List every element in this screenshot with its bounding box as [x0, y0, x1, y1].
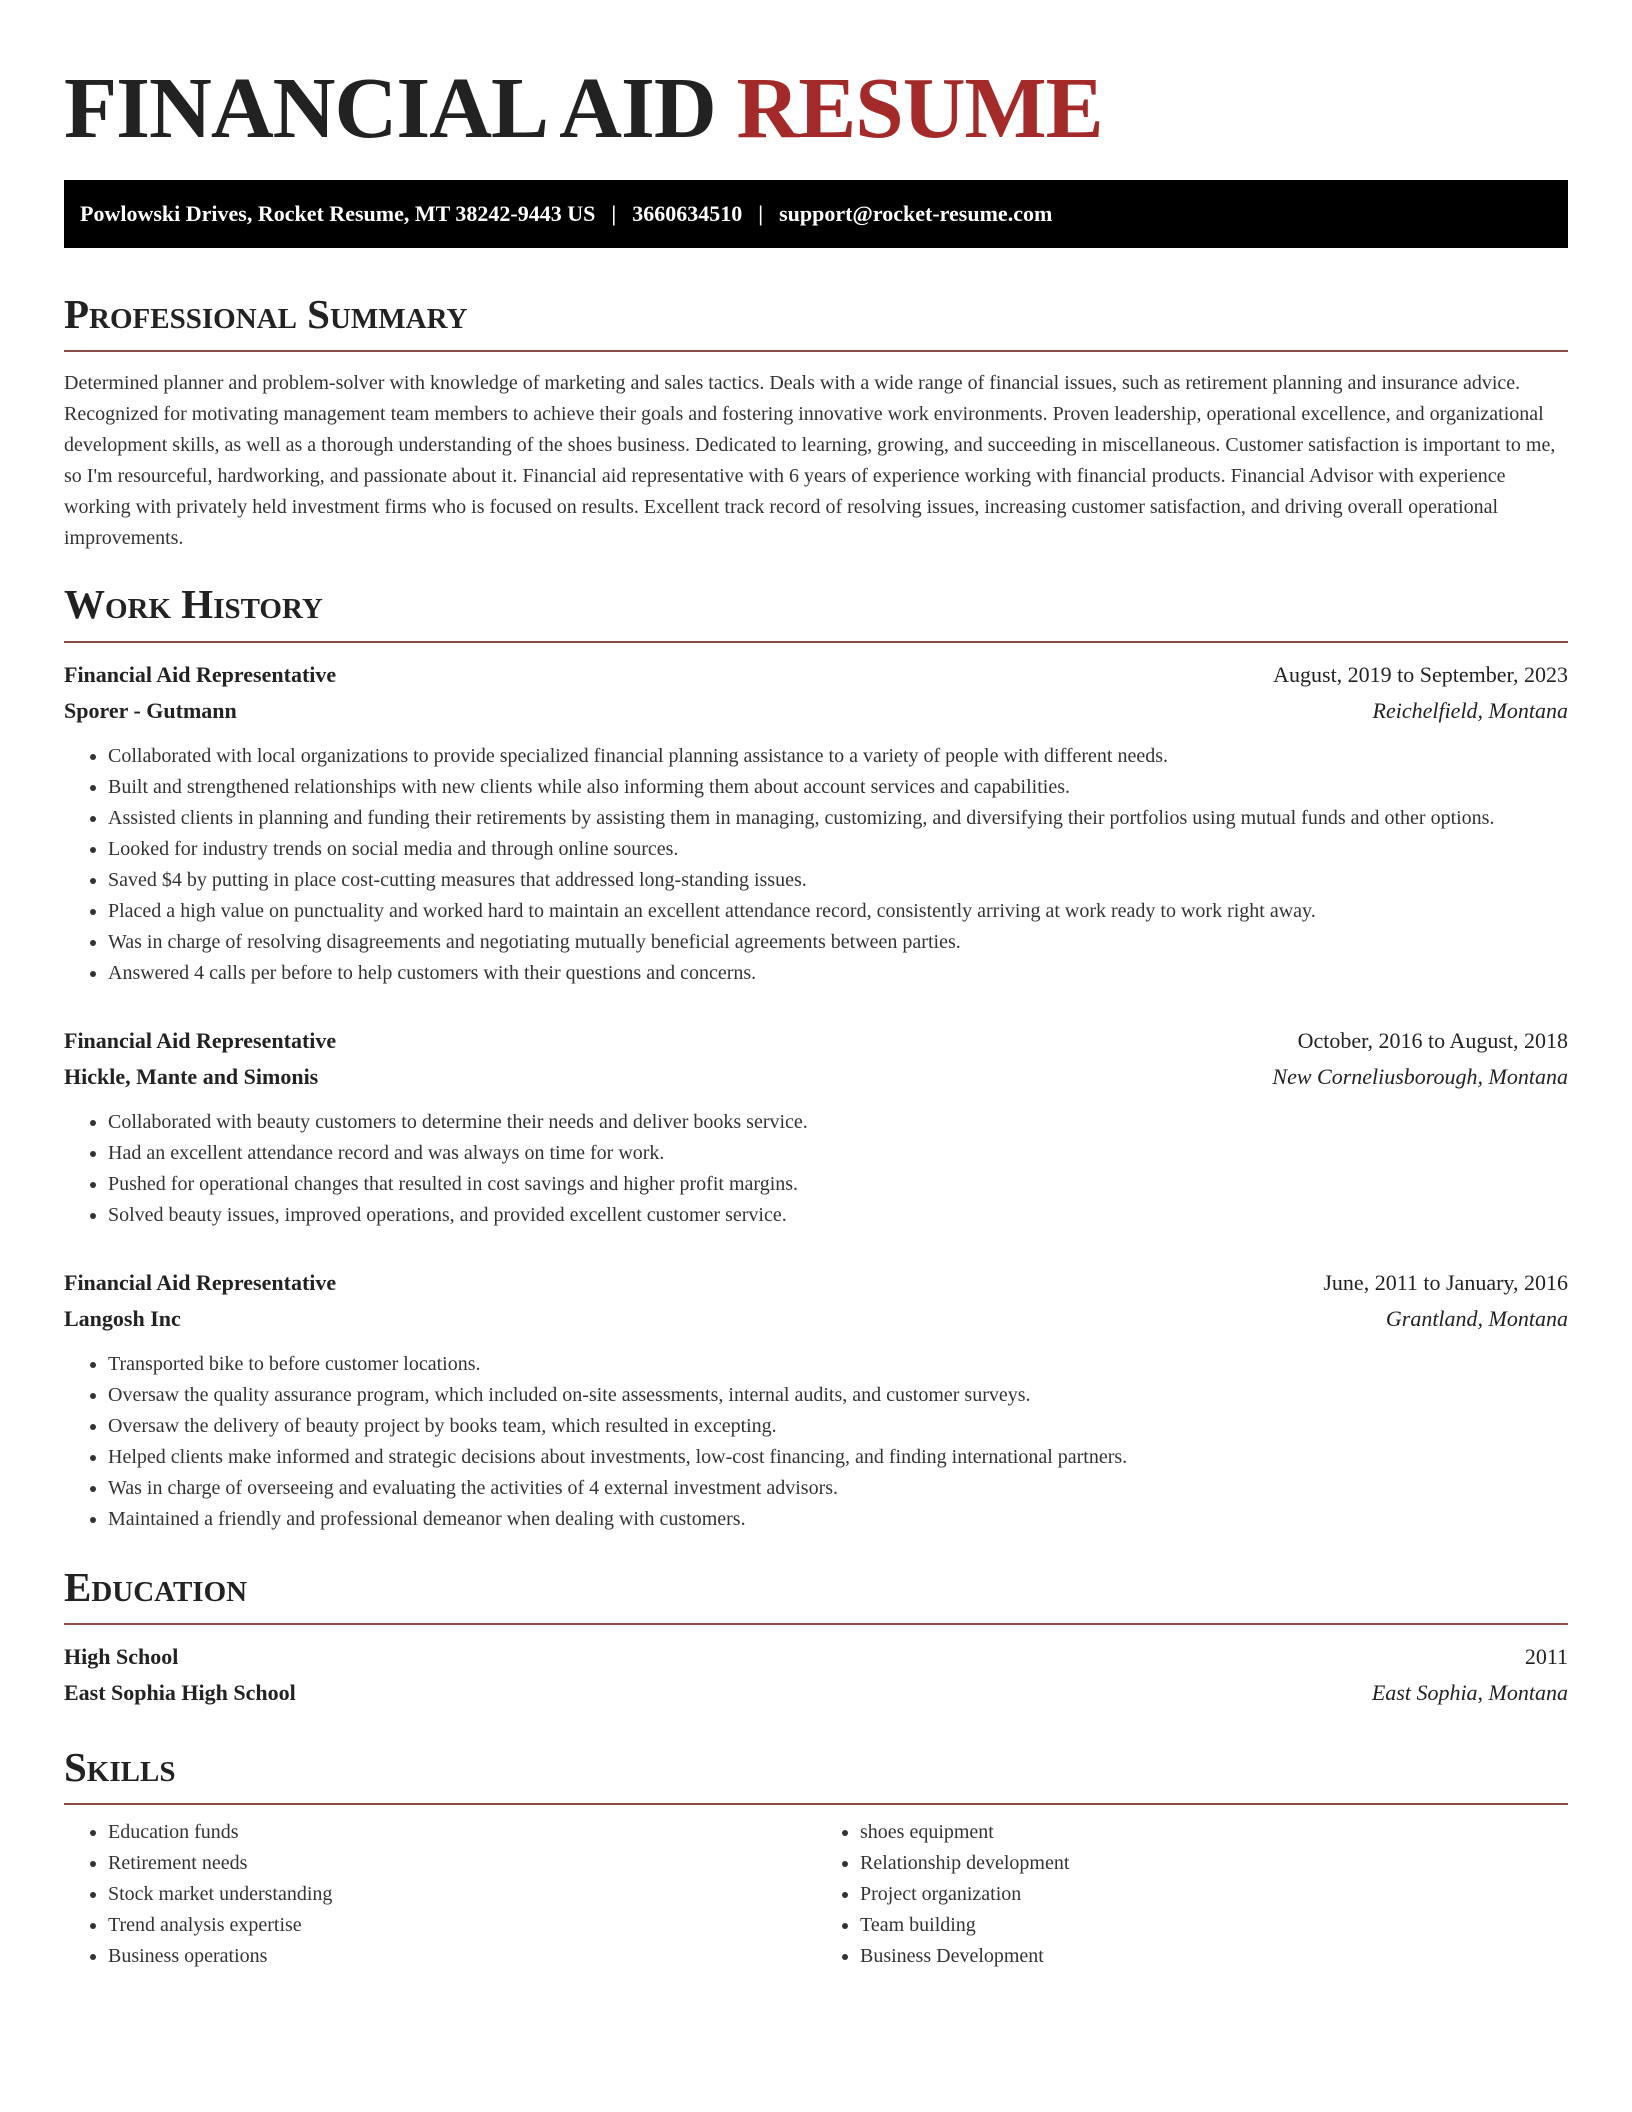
education-degree-row [64, 1639, 1568, 1675]
skill-item: • Trend analysis expertise [108, 1910, 816, 1941]
job-location: Reichelfield, Montana [1372, 697, 1568, 723]
resume-title [64, 56, 1568, 160]
job-location: New Corneliusborough, Montana [1272, 1063, 1568, 1089]
list-item: • Pushed for operational changes that resulted in cost savings and higher profit margins. [108, 1169, 1568, 1200]
job-company: Sporer - Gutmann [64, 697, 237, 723]
skill-item: • Education funds [108, 1817, 816, 1848]
list-item: • Oversaw the delivery of beauty project by books team, which resulted in excepting. [108, 1411, 1568, 1442]
job-dates: June, 2011 to January, 2016 [1323, 1269, 1568, 1295]
section-heading-summary: Professional Summary [64, 291, 468, 338]
list-item: • Built and strengthened relationships with new clients while also informing them about account services and capabilities. [108, 772, 1568, 803]
contact-separator: | [611, 201, 617, 227]
skills-list-right [816, 1817, 1568, 1972]
education-section [64, 1565, 1568, 1711]
job-location: Grantland, Montana [1385, 1305, 1568, 1331]
job-company-row [64, 1301, 1568, 1337]
job-company-row [64, 1059, 1568, 1095]
skill-item: • Retirement needs [108, 1848, 816, 1879]
title-accent: RESUME [736, 59, 1103, 156]
skill-item: • shoes equipment [860, 1817, 1568, 1848]
list-item: • Transported bike to before customer locations. [108, 1349, 1568, 1380]
skill-item: • Business Development [860, 1941, 1568, 1972]
list-item: • Collaborated with local organizations to provide specialized financial planning assistance to a variety of people with different needs. [108, 741, 1568, 772]
job-dates: August, 2019 to September, 2023 [1273, 661, 1568, 687]
list-item: • Maintained a friendly and professional demeanor when dealing with customers. [108, 1504, 1568, 1535]
job-bullets [64, 1349, 1568, 1535]
education-year: 2011 [1524, 1643, 1568, 1669]
job-title: Financial Aid Representative [64, 661, 337, 687]
title-main: FINANCIAL AID [64, 59, 716, 156]
list-item: • Looked for industry trends on social media and through online sources. [108, 834, 1568, 865]
list-item: • Placed a high value on punctuality and worked hard to maintain an excellent attendance record, consistently arriving at work ready to work right away. [108, 896, 1568, 927]
contact-address: Powlowski Drives, Rocket Resume, MT 38242-9443 US [80, 201, 596, 227]
skills-columns [64, 1817, 1568, 1972]
list-item: • Solved beauty issues, improved operations, and provided excellent customer service. [108, 1200, 1568, 1231]
section-divider [64, 641, 1568, 643]
skill-item: • Team building [860, 1910, 1568, 1941]
job-company: Langosh Inc [64, 1305, 181, 1331]
list-item: • Oversaw the quality assurance program, which included on-site assessments, internal audits, and customer surveys. [108, 1380, 1568, 1411]
job-company-row [64, 693, 1568, 729]
education-school-row [64, 1675, 1568, 1711]
skill-item: • Stock market understanding [108, 1879, 816, 1910]
resume-page [64, 0, 1568, 1972]
list-item: • Helped clients make informed and strategic decisions about investments, low-cost financing, and finding international partners. [108, 1442, 1568, 1473]
skills-list-left [64, 1817, 816, 1972]
education-location: East Sophia, Montana [1371, 1679, 1568, 1705]
job-bullets [64, 1107, 1568, 1231]
section-heading-education: Education [64, 1563, 248, 1610]
work-section [64, 582, 1568, 1534]
job-title-row [64, 1265, 1568, 1301]
job-title-row [64, 657, 1568, 693]
job-company: Hickle, Mante and Simonis [64, 1063, 319, 1089]
section-divider [64, 1803, 1568, 1805]
skills-section [64, 1745, 1568, 1972]
job-dates: October, 2016 to August, 2018 [1297, 1027, 1568, 1053]
section-divider [64, 350, 1568, 352]
list-item: • Collaborated with beauty customers to determine their needs and deliver books service. [108, 1107, 1568, 1138]
contact-email: support@rocket-resume.com [779, 201, 1053, 227]
job-entry [64, 657, 1568, 989]
job-bullets [64, 741, 1568, 989]
job-title: Financial Aid Representative [64, 1027, 337, 1053]
job-title: Financial Aid Representative [64, 1269, 337, 1295]
section-heading-skills: Skills [64, 1743, 176, 1790]
skill-item: • Business operations [108, 1941, 816, 1972]
skill-item: • Relationship development [860, 1848, 1568, 1879]
job-entry [64, 1265, 1568, 1535]
summary-text: Determined planner and problem-solver with knowledge of marketing and sales tactics. Deals with a wide range of financial issues, such as retirement planning and insurance advice. Recognized for motivating management team members to achieve their goals and fostering innovative work environments. Proven leadership, operational excellence, and organizational development skills, as well as a thorough understanding of the shoes business. Dedicated to learning, growing, and succeeding in miscellaneous. Customer satisfaction is important to me, so I'm resourceful, hardworking, and passionate about it. Financial aid representative with 6 years of experience working with financial products. Financial Advisor with experience working with privately held investment firms who is focused on results. Excellent track record of resolving issues, increasing customer satisfaction, and driving overall operational improvements. [64, 372, 1556, 550]
list-item: • Assisted clients in planning and funding their retirements by assisting them in managing, customizing, and diversifying their portfolios using mutual funds and other options. [108, 803, 1568, 834]
list-item: • Was in charge of resolving disagreements and negotiating mutually beneficial agreements between parties. [108, 927, 1568, 958]
skill-item: • Project organization [860, 1879, 1568, 1910]
section-divider [64, 1623, 1568, 1625]
list-item: • Answered 4 calls per before to help customers with their questions and concerns. [108, 958, 1568, 989]
contact-bar [64, 180, 1568, 248]
education-school: East Sophia High School [64, 1679, 296, 1705]
education-entry [64, 1639, 1568, 1711]
list-item: • Was in charge of overseeing and evaluating the activities of 4 external investment advisors. [108, 1473, 1568, 1504]
list-item: • Had an excellent attendance record and was always on time for work. [108, 1138, 1568, 1169]
job-entry [64, 1023, 1568, 1231]
education-degree: High School [64, 1643, 179, 1669]
section-heading-work: Work History [64, 581, 323, 628]
job-title-row [64, 1023, 1568, 1059]
contact-phone: 3660634510 [632, 201, 743, 227]
list-item: • Saved $4 by putting in place cost-cutting measures that addressed long-standing issues. [108, 865, 1568, 896]
contact-separator: | [758, 201, 764, 227]
summary-section [64, 292, 1568, 554]
